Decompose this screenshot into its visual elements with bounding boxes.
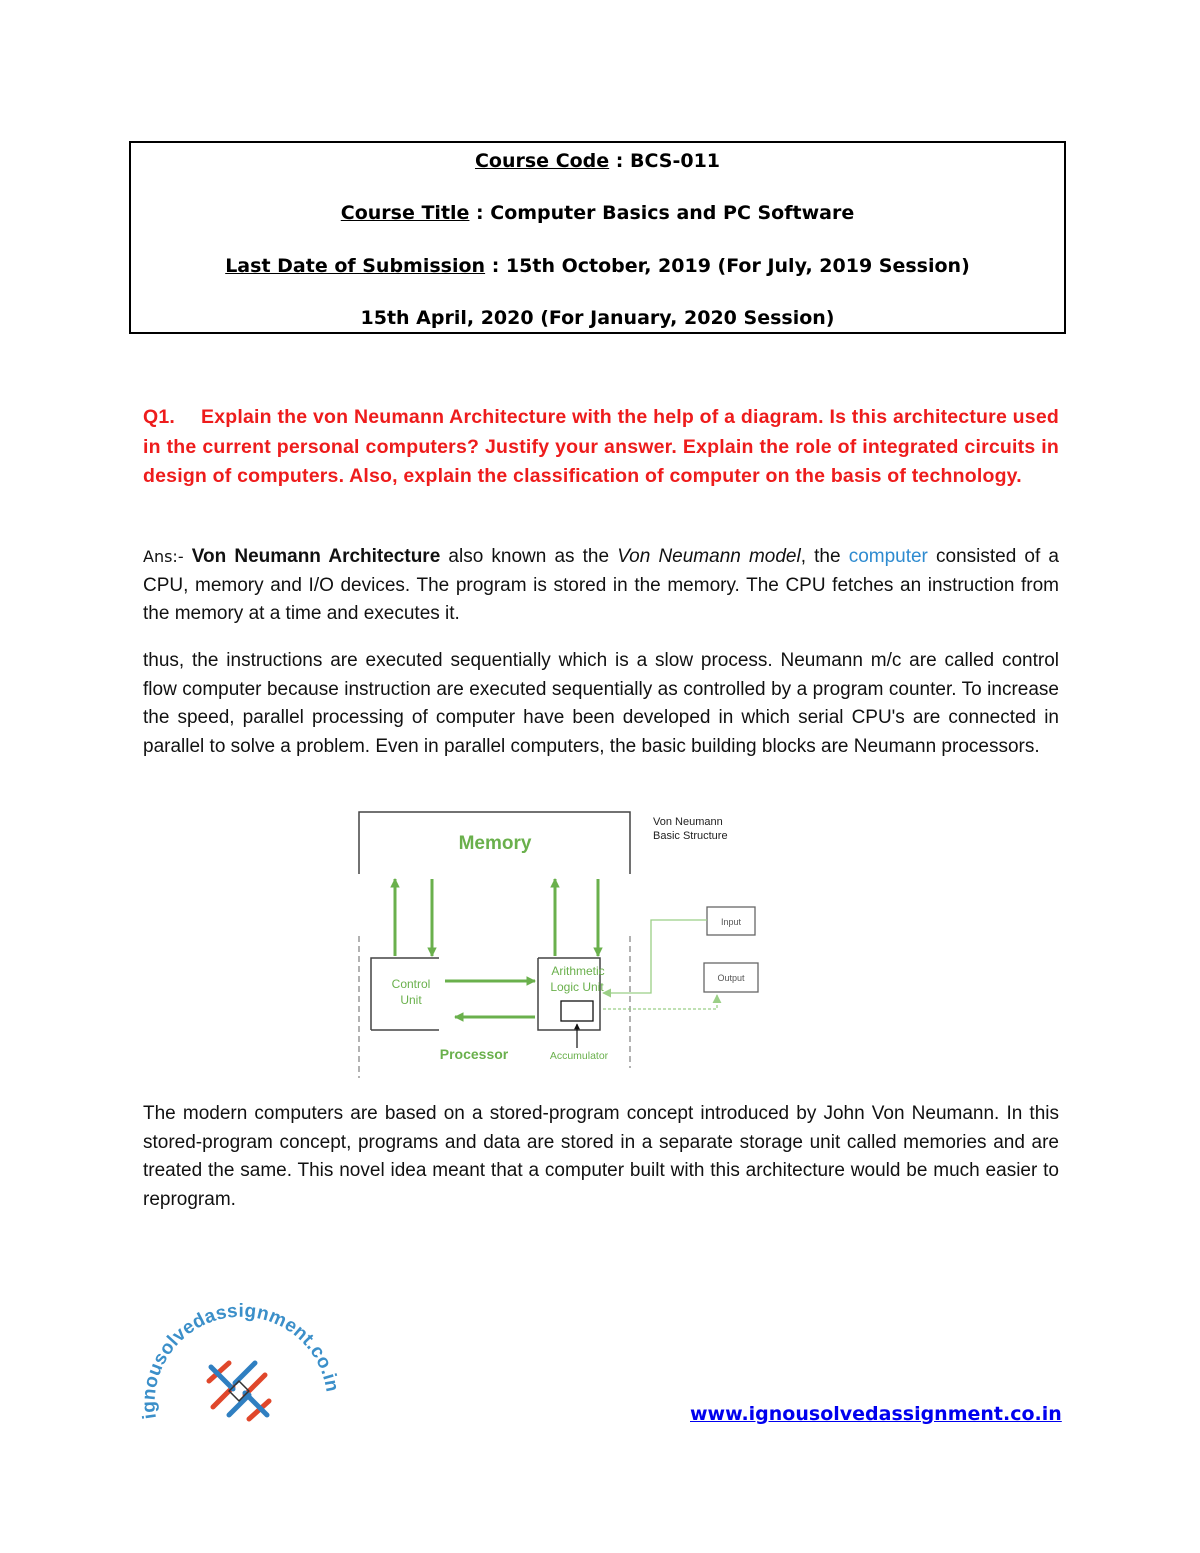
alu-line-1: Arithmetic — [551, 964, 605, 978]
course-title-value: : Computer Basics and PC Software — [469, 202, 855, 224]
input-to-alu-line — [603, 920, 707, 993]
course-code-line — [131, 150, 1064, 172]
site-logo — [136, 1288, 346, 1438]
hands-emblem — [209, 1363, 269, 1419]
course-code-label: Course Code — [474, 150, 610, 172]
caption-line-2: Basic Structure — [653, 830, 728, 842]
answer-paragraph-2: thus, the instructions are executed sequentially which is a slow process. Neumann m/c are called control flow computer because instruction are executed sequentially as controlled by a program counter. To increase the speed, parallel processing of computer have been developed in which serial CPU's are connected in parallel to solve a problem. Even in parallel computers, the basic building blocks are Neumann processors. — [143, 650, 1059, 757]
answer-text-b: , the — [800, 546, 849, 567]
control-unit-line-1: Control — [391, 977, 431, 991]
processor-label: Processor — [439, 1046, 509, 1062]
question-text: Explain the von Neumann Architecture with the help of a diagram. Is this architecture used in the current personal computers? Justify your answer. Explain the role of integrated circuits in design of computers. Also, explain the classification of computer on the basis of technology. — [143, 406, 1059, 487]
logo-text-path: ignousolvedassignment.co.in — [138, 1300, 343, 1421]
answer-paragraph-1 — [143, 543, 1059, 629]
accumulator-box — [561, 1001, 593, 1021]
alu-to-output-line — [603, 995, 717, 1009]
question — [143, 403, 1059, 492]
output-label: Output — [717, 973, 745, 983]
course-info-box — [129, 141, 1066, 334]
memory-label: Memory — [458, 833, 532, 854]
answer-paragraph-3: The modern computers are based on a stored-program concept introduced by John Von Neumann. In this stored-program concept, programs and data are stored in a separate storage unit called memories and are treated the same. This novel idea meant that a computer built with this architecture would be much easier to reprogram. — [143, 1103, 1059, 1210]
question-number: Q1. — [143, 406, 176, 428]
course-title-label: Course Title — [340, 202, 470, 224]
website-link[interactable]: www.ignousolvedassignment.co.in — [690, 1403, 1062, 1425]
caption-line-1: Von Neumann — [653, 816, 723, 828]
answer-term: Von Neumann Architecture — [191, 546, 441, 567]
answer-italic-term: Von Neumann model — [617, 546, 801, 567]
input-label: Input — [720, 917, 742, 927]
answer-text-c: consisted of a CPU, memory and I/O devices. The program is stored in the memory. The CPU fetches an instruction from the memory at a time and executes it. — [143, 546, 1059, 624]
submission-line — [131, 255, 1064, 277]
answer-text-a: also known as the — [440, 546, 618, 567]
submission-line-2: 15th April, 2020 (For January, 2020 Session) — [360, 307, 835, 329]
accumulator-label: Accumulator — [549, 1050, 609, 1062]
von-neumann-diagram — [355, 806, 780, 1081]
answer-label: Ans:- — [143, 547, 184, 566]
course-title-line — [131, 202, 1064, 224]
submission-value: : 15th October, 2019 (For July, 2019 Session) — [485, 255, 970, 277]
submission-label: Last Date of Submission — [225, 255, 486, 277]
computer-link[interactable]: computer — [848, 546, 928, 567]
course-code-value: : BCS-011 — [609, 150, 721, 172]
alu-line-2: Logic Unit — [550, 980, 604, 994]
control-unit-line-2: Unit — [400, 993, 422, 1007]
